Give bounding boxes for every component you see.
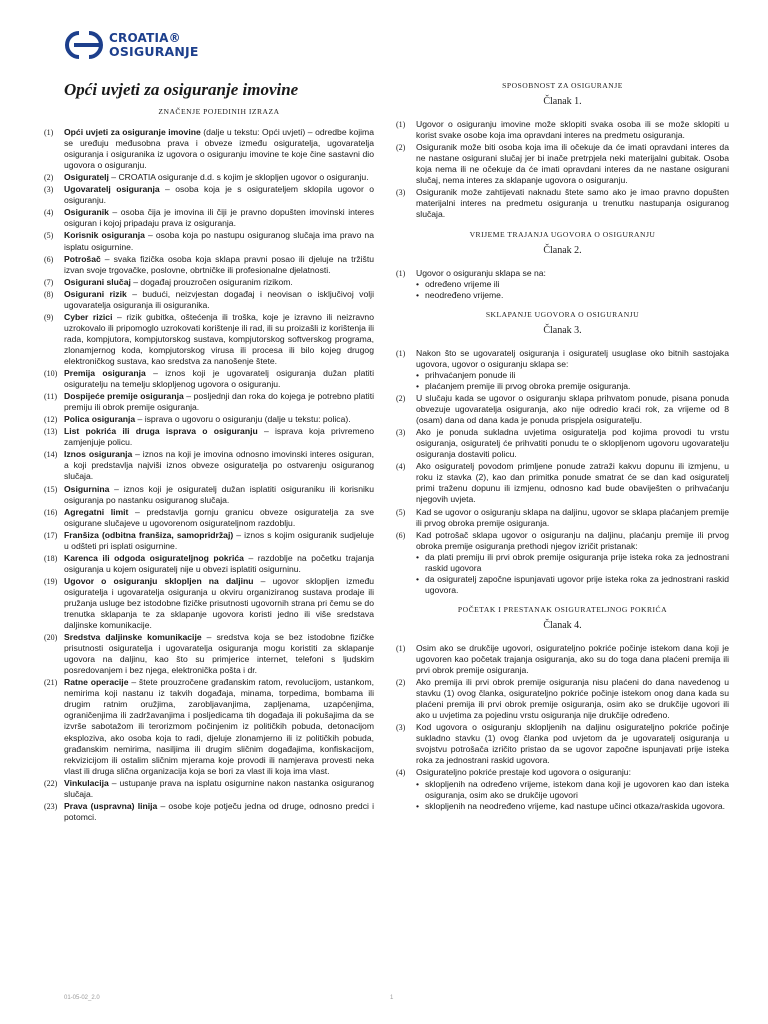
bullet-item: • neodređeno vrijeme. [416, 290, 729, 301]
definition-text [64, 289, 374, 311]
item-number: (4) [396, 768, 406, 778]
definition-item [44, 414, 374, 425]
definition-item [44, 207, 374, 229]
paragraph-item [396, 142, 729, 186]
item-number: (12) [44, 415, 58, 425]
item-number: (9) [44, 312, 54, 322]
definition-term: Osigurani rizik [64, 288, 127, 299]
definition-text [64, 368, 374, 390]
item-number: (5) [396, 507, 406, 517]
definition-body: – razdoblje na početku trajanja osiguranja u kojem osiguratelj nije u obvezi isplatiti osigurninu. [64, 552, 374, 574]
definition-text [64, 426, 374, 448]
page-number: 1 [390, 995, 394, 1001]
definition-text [64, 172, 374, 183]
bullet-item: • sklopljenih na neodređeno vrijeme, kad nastupe učinci otkaza/raskida ugovora. [416, 801, 729, 812]
definition-body: – štete prouzročene građanskim ratom, revolucijom, ustankom, nemirima koji nastanu iz takvih događaja, minama, torpedima, bombama ili drugim ratnim oružjima, zarobljavanjima, zapljenama, uzapćenjima, ograničenjima ili zadržavanjima i posljedicama tih događaja ili pokušajima da se izvrše sabotažom ili terorizmom počinjenim iz političkih pobuda, detonacijom eksploziva, ako osoba koja to radi, djeluje zlonamjerno ili iz političkih pobuda, građanskim nemirima, nasiljima ili drugim sličnim događajima, konfiskacijom, rekvizicijom ili ostalim sličnim mjerama koje provodi ili namjerava provesti neka vlast ili druga slična organizacija koja se bori za vlast ili koja ima vlast. [64, 677, 374, 776]
article-number: Članak 2. [543, 244, 582, 256]
bullet-list [416, 552, 729, 596]
paragraph-body: U slučaju kada se ugovor o osiguranju sklapa prihvatom ponude, pisana ponuda obvezuje ugovaratelja osiguranja, ako nije odredio kraći rok, za vrijeme od 8 (osam) dana od dana kada je ponuda prispjela osiguratelju. [416, 393, 729, 426]
item-number: (6) [44, 254, 54, 264]
section-spacer [396, 302, 729, 309]
definition-text [64, 632, 374, 676]
section-heading: SPOSOBNOST ZA OSIGURANJE [502, 81, 623, 90]
definition-term: Osigurnina [64, 483, 110, 494]
definition-term: Vinkulacija [64, 777, 109, 788]
paragraph-text [416, 722, 729, 766]
definition-item [44, 127, 374, 171]
paragraph-text [416, 142, 729, 186]
bullet-item: • da plati premiju ili prvi obrok premije osiguranja prije isteka roka za jednostrani raskid ugovora [416, 552, 729, 574]
paragraph-body: Osiguranik može biti osoba koja ima ili očekuje da će imati opravdani interes da ne nastane osigurani slučaj jer bi inače pretrpjela neki materijalni gubitak. Osoba koja nema ili ne očekuje da će imati opravdani interes da ne nastane osigurani slučaj, nema interes za sklapanje ugovora o osiguranju. [416, 142, 729, 186]
paragraph-body: Ugovor o osiguranju sklapa se na: [416, 267, 546, 278]
bullet-item: • sklopljenih na određeno vrijeme, istekom dana koji je ugovoren kao dan isteka osiguranja, osim ako se drukčije ugovori [416, 779, 729, 801]
article-section [396, 604, 729, 820]
paragraph-body: Kod ugovora o osiguranju sklopljenih na daljinu osigurateljno pokriće počinje sukladno stavku (1) ovog članka pod uvjetom da je ugovaratelj osiguranja u svojstvu potrošača izričito pristao da se ugovor započne ispunjavati prije isteka roka za jednostrani raskid ugovora. [416, 722, 729, 766]
paragraph-body: Ako osiguratelj povodom primljene ponude zatraži kakvu dopunu ili izmjenu, u roku iz stavka (2), kao dan primitka ponude smatrat će se dan kad osiguratelj primi traženu dopunu ili izmjenu, odnosno kad bude obaviješten o prihvaćanju njegovih uvjeta. [416, 461, 729, 505]
section-heading: SKLAPANJE UGOVORA O OSIGURANJU [485, 309, 640, 319]
definition-item [44, 801, 374, 823]
definition-text [64, 312, 374, 367]
paragraph-item [396, 348, 729, 392]
definition-item [44, 553, 374, 575]
definition-item [44, 172, 374, 183]
definitions-column [44, 106, 374, 824]
definition-body: – ugovor sklopljen između osiguratelja i ugovaratelja osiguranja u okviru organiziranog sustava prodaje ili pružanja usluge bez istodobne fizičke prisutnosti ugovornih strana pri čemu se do trenutka sklapanja te za sklapanje ugovora koristi jedno ili više sredstava daljinske komunikacije. [64, 575, 374, 631]
item-number: (1) [396, 348, 406, 358]
article-number: Članak 1. [543, 96, 582, 108]
definition-text [64, 677, 374, 776]
croatia-logo-icon [64, 30, 104, 60]
section-spacer [396, 597, 729, 604]
article-section [396, 309, 729, 604]
bullet-item: • određeno vrijeme ili [416, 279, 729, 290]
paragraph-text [416, 187, 729, 220]
item-number: (3) [396, 428, 406, 438]
item-number: (3) [44, 185, 54, 195]
paragraph-item [396, 643, 729, 676]
paragraph-body: Kad se ugovor o osiguranju sklapa na daljinu, ugovor se sklapa plaćanjem premije ili prvog obroka premije osiguranja. [416, 506, 729, 528]
item-number: (16) [44, 507, 58, 517]
section-spacer [396, 222, 729, 229]
definition-item [44, 391, 374, 413]
paragraph-item [396, 530, 729, 596]
definition-term: Potrošač [64, 253, 101, 264]
definition-body: – osobe koje potječu jedna od druge, odnosno predci i potomci. [64, 800, 375, 822]
definition-text [64, 127, 374, 171]
logo-line2: OSIGURANJE [109, 44, 199, 59]
item-number: (23) [44, 801, 58, 811]
item-number: (6) [396, 530, 406, 540]
articles-column [396, 80, 729, 820]
croatia-osiguranje-logo [64, 30, 199, 60]
paragraph-item [396, 507, 729, 529]
definition-text [64, 530, 374, 552]
definition-item [44, 184, 374, 206]
definition-item [44, 677, 374, 776]
definition-term: Premija osiguranja [64, 368, 146, 379]
definition-text [64, 207, 374, 229]
paragraph-item [396, 427, 729, 460]
article-number: Članak 3. [543, 324, 582, 336]
definition-text [64, 277, 374, 288]
definition-body: – sredstva koja se bez istodobne fizičke prisutnosti osiguratelja i ugovaratelja osiguranja mogu koristiti za sklapanje ugovora na daljinu, kao što su primjerice internet, telefoni s ljudskim posredovanjem i bez njega, elektronička pošta i dr. [64, 632, 374, 676]
item-number: (17) [44, 530, 58, 540]
logo-line1: CROATIA® [109, 31, 181, 45]
definition-item [44, 576, 374, 631]
item-number: (14) [44, 450, 58, 460]
paragraph-item [396, 461, 729, 505]
bullet-list [416, 370, 729, 392]
definition-term: Dospijeće premije osiguranja [64, 391, 184, 402]
item-number: (20) [44, 633, 58, 643]
paragraph-body: Nakon što se ugovaratelj osiguranja i osiguratelj usuglase oko bitnih sastojaka ugovora, ugovor o osiguranju sklapa se: [416, 347, 729, 369]
definition-item [44, 632, 374, 676]
paragraph-body: Ako je ponuda sukladna uvjetima osiguratelja pod kojima provodi tu vrstu osiguranja, osiguratelj će prihvatiti ponudu te o sklopljenom ugovoru ugovaratelju osiguranja dostaviti policu. [416, 427, 729, 460]
definition-body: (dalje u tekstu: Opći uvjeti) – odredbe kojima se uređuju međusobna prava i obveze između osiguratelja, ugovaratelja osiguranja i osiguranika iz ugovora o osiguranju imovine te koje čine sastavni dio ugovora o osiguranju. [64, 127, 374, 171]
item-number: (15) [44, 484, 58, 494]
definition-text [64, 484, 374, 506]
bullet-list [416, 779, 729, 812]
definition-body: – isprava o ugovoru o osiguranju (dalje u tekstu: polica). [135, 414, 351, 425]
item-number: (4) [44, 208, 54, 218]
definition-term: Opći uvjeti za osiguranje imovine [64, 127, 201, 138]
item-number: (10) [44, 369, 58, 379]
definition-term: Ugovaratelj osiguranja [64, 184, 160, 195]
definition-body: – CROATIA osiguranje d.d. s kojim je sklopljen ugovor o osiguranju. [108, 172, 369, 183]
item-number: (13) [44, 427, 58, 437]
definition-term: Karenca ili odgoda osigurateljnog pokrića [64, 552, 244, 563]
paragraph-item [396, 268, 729, 301]
definition-body: – ustupanje prava na isplatu osigurnine nakon nastanka osiguranog slučaja. [64, 777, 374, 799]
item-number: (22) [44, 778, 58, 788]
item-number: (3) [396, 723, 406, 733]
document-code: 01-05-02_2.0 [64, 995, 100, 1001]
definition-term: Prava (uspravna) linija [64, 800, 158, 811]
section-heading: POČETAK I PRESTANAK OSIGURATELJNOG POKRIĆA [457, 604, 668, 614]
paragraph-text [416, 643, 729, 676]
paragraph-item [396, 767, 729, 811]
item-number: (1) [44, 128, 54, 138]
definitions-list [44, 127, 374, 823]
definition-item [44, 254, 374, 276]
definition-text [64, 254, 374, 276]
definition-item [44, 426, 374, 448]
definition-text [64, 553, 374, 575]
definition-body: – iznos s kojim osiguranik sudjeluje u odšteti pri isplati osigurnine. [64, 529, 374, 551]
item-number: (1) [396, 120, 406, 130]
paragraph-body: Osim ako se drukčije ugovori, osigurateljno pokriće počinje istekom dana koji je ugovoren kao početak trajanja osiguranja, ako su do toga dana plaćeni premija ili prvi obrok premije osiguranja. [416, 642, 729, 676]
item-number: (18) [44, 553, 58, 563]
definition-item [44, 289, 374, 311]
bullet-item: • da osiguratelj započne ispunjavati ugovor prije isteka roka za jednostrani raskid ugovora. [416, 574, 729, 596]
definition-term: Franšiza (odbitna franšiza, samopridržaj) [64, 529, 234, 540]
definition-body: – predstavlja gornju granicu obveze osiguratelja za sve osigurane slučajeve u ugovorenom osigurateljnom razdoblju. [64, 506, 374, 528]
definition-text [64, 230, 374, 252]
definition-term: Sredstva daljinske komunikacije [64, 632, 202, 643]
definition-item [44, 507, 374, 529]
document-title: Opći uvjeti za osiguranje imovine [64, 80, 299, 99]
definition-term: Cyber rizici [64, 311, 113, 322]
definition-body: – isprava koja privremeno zamjenjuje policu. [64, 426, 374, 448]
bullet-item: • plaćanjem premije ili prvog obroka premije osiguranja. [416, 381, 729, 392]
definition-item [44, 484, 374, 506]
bullet-item: • prihvaćanjem ponude ili [416, 370, 729, 381]
paragraph-text [416, 767, 729, 811]
definition-text [64, 778, 374, 800]
paragraph-item [396, 187, 729, 220]
definition-body: – osoba koja po nastupu osiguranog slučaja ima pravo na isplatu osigurnine. [64, 230, 374, 252]
section-spacer [396, 813, 729, 820]
paragraph-text [416, 427, 729, 460]
definition-text [64, 576, 374, 631]
definition-body: – posljednji dan roka do kojega je potrebno platiti premiju ili obrok premije osiguranja. [64, 391, 374, 413]
paragraph-body: Kad potrošač sklapa ugovor o osiguranju na daljinu, plaćanju premije ili prvog obroka premije osiguranja prethodi njegov izričit pristanak: [416, 529, 729, 551]
definition-term: Iznos osiguranja [64, 449, 133, 460]
definition-item [44, 277, 374, 288]
definition-item [44, 312, 374, 367]
definition-term: Korisnik osiguranja [64, 230, 145, 241]
paragraph-text [416, 461, 729, 505]
paragraph-body: Ako premija ili prvi obrok premije osiguranja nisu plaćeni do dana navedenog u stavku (1) ovog članka, osigurateljno pokriće počinje istekom onog dana kada su plaćeni premija ili prvi obrok premije osiguranja, osim ako se drukčije ugovori ili ako u uvjetima za pojedinu vrstu osiguranja nije drukčije određeno. [416, 677, 729, 721]
article-section [396, 80, 729, 229]
definition-body: – osoba čija je imovina ili čiji je pravno dopušten imovinski interes osiguran i kojoj pripadaju prava iz osiguranja. [64, 207, 374, 229]
item-number: (11) [44, 392, 58, 402]
paragraph-body: Osiguranik može zahtijevati naknadu štete samo ako je imao pravno dopušten materijalni interes na predmetu osiguranja u trenutku nastupanja osiguranog slučaja. [416, 187, 729, 220]
definition-term: Agregatni limit [64, 506, 129, 517]
definition-term: List pokrića ili druga isprava o osiguranju [64, 426, 258, 437]
item-number: (3) [396, 188, 406, 198]
paragraph-body: Ugovor o osiguranju imovine može sklopiti svaka osoba ili se može sklopiti u korist svake osobe koja ima opravdani interes na predmetu osiguranja. [416, 119, 729, 141]
definition-term: Osiguratelj [64, 172, 109, 183]
paragraph-text [416, 268, 729, 301]
article-section [396, 229, 729, 309]
item-number: (2) [44, 173, 54, 183]
paragraph-item [396, 119, 729, 141]
item-number: (19) [44, 576, 58, 586]
paragraph-text [416, 348, 729, 392]
definition-body: – iznos koji je ugovaratelj osiguranja dužan platiti osiguratelju na temelju sklopljenog ugovora o osiguranju. [64, 368, 374, 390]
definition-text [64, 184, 374, 206]
paragraph-text [416, 530, 729, 596]
paragraph-text [416, 119, 729, 141]
logo-wordmark [109, 32, 199, 58]
definition-item [44, 230, 374, 252]
definition-term: Polica osiguranja [64, 414, 136, 425]
definition-text [64, 414, 374, 425]
item-number: (2) [396, 143, 406, 153]
definition-term: Ugovor o osiguranju sklopljen na daljinu [64, 575, 254, 586]
definition-term: Osiguranik [64, 207, 109, 218]
item-number: (8) [44, 289, 54, 299]
paragraph-text [416, 393, 729, 426]
definition-term: Ratne operacije [64, 677, 129, 688]
definition-item [44, 368, 374, 390]
definition-text [64, 801, 374, 823]
definition-body: – rizik gubitka, oštećenja ili troška, koje je izravno ili neizravno uzrokovalo ili pripomoglo uzrokovati korištenje ili rad, ili su proizašli iz korištenja ili rada, kompjutora, kompjutorskog sustava, kompjutorskog softverskog programa, zlonamjernog koda, kompjutorskog virusa ili procesa ili bilo kojeg drugog elektroničkog sustava, kao sredstva za nanošenje štete. [64, 311, 374, 366]
paragraph-item [396, 722, 729, 766]
section-heading: VRIJEME TRAJANJA UGOVORA O OSIGURANJU [469, 229, 656, 239]
definition-item [44, 778, 374, 800]
definition-body: – događaj prouzročen osiguranim rizikom. [130, 276, 293, 287]
definition-body: – osoba koja je s osigurateljem sklopila ugovor o osiguranju. [64, 184, 374, 206]
definition-body: – iznos na koji je imovina odnosno imovinski interes osiguran, a koji predstavlja najviši iznos obveze osiguratelja po ostvarenju osiguranog slučaja. [64, 449, 374, 482]
paragraph-item [396, 393, 729, 426]
definition-body: – budući, neizvjestan događaj i neovisan o isključivoj volji ugovaratelja osiguranja ili osiguranika. [64, 288, 374, 310]
definition-text [64, 507, 374, 529]
item-number: (2) [396, 678, 406, 688]
definition-text [64, 391, 374, 413]
definition-body: – svaka fizička osoba koja sklapa pravni posao ili djeluje na tržištu izvan svoje trgovačke, poslovne, obrtničke ili profesionalne djelatnosti. [64, 253, 374, 275]
paragraph-text [416, 507, 729, 529]
definition-text [64, 449, 374, 482]
item-number: (1) [396, 268, 406, 278]
item-number: (7) [44, 277, 54, 287]
item-number: (21) [44, 678, 58, 688]
item-number: (4) [396, 462, 406, 472]
definition-body: – iznos koji je osiguratelj dužan isplatiti osiguraniku ili korisniku osiguranja po nastanku osiguranog slučaja. [64, 483, 374, 505]
item-number: (1) [396, 643, 406, 653]
item-number: (2) [396, 394, 406, 404]
bullet-list [416, 279, 729, 301]
definition-item [44, 530, 374, 552]
paragraph-item [396, 677, 729, 721]
item-number: (5) [44, 231, 54, 241]
paragraph-text [416, 677, 729, 721]
article-number: Članak 4. [543, 619, 582, 631]
definitions-heading: ZNAČENJE POJEDINIH IZRAZA [158, 107, 280, 116]
definition-item [44, 449, 374, 482]
definition-term: Osigurani slučaj [64, 276, 131, 287]
paragraph-body: Osigurateljno pokriće prestaje kod ugovora o osiguranju: [416, 767, 631, 778]
